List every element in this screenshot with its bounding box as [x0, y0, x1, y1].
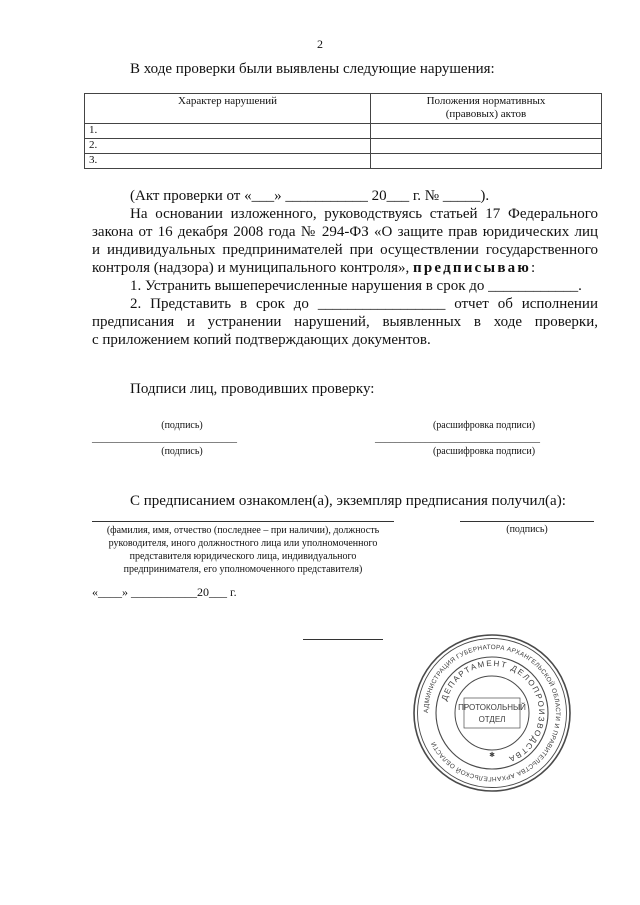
acknowledgement-signature-caption: (подпись): [506, 524, 548, 535]
table-cell: [371, 154, 602, 169]
acknowledgement-heading: С предписанием ознакомлен(а), экземпляр предписания получил(а):: [130, 493, 566, 509]
basis-line-4-colon: :: [530, 260, 536, 276]
seal-inner-ring: [455, 676, 529, 750]
seal-center-line-1: ПРОТОКОЛЬНЫЙ: [458, 703, 526, 712]
signature-caption-right-top: (расшифровка подписи): [432, 420, 536, 431]
table-row: [85, 139, 602, 154]
signature-line-right: _________________________________: [375, 433, 540, 444]
fio-caption: [84, 524, 402, 576]
official-seal: [412, 633, 572, 793]
signature-line-left: _____________________________: [92, 433, 237, 444]
item-2-line-1: 2. Представить в срок до _________________ отчет об исполнении: [130, 296, 598, 312]
seal-outer-text: АДМИНИСТРАЦИЯ ГУБЕРНАТОРА АРХАНГЕЛЬСКОЙ ОБЛАСТИ И ПРАВИТЕЛЬСТВА АРХАНГЕЛЬСКОЙ ОБЛАСТИ: [422, 643, 562, 783]
basis-line-4-text: контроля (надзора) и муниципального контроля»,: [92, 260, 410, 276]
item-1: 1. Устранить вышеперечисленные нарушения в срок до ____________.: [130, 278, 582, 294]
basis-line-2: закона от 16 декабря 2008 года № 294-ФЗ «О защите прав юридических лиц: [92, 224, 598, 240]
header-norms: Положения нормативных (правовых) актов: [371, 94, 602, 124]
item-2-line-2: предписания и устранении нарушений, выявленных в ходе проверки,: [92, 314, 598, 330]
page-number: 2: [317, 37, 323, 51]
basis-line-1: На основании изложенного, руководствуясь статьей 17 Федерального: [130, 206, 598, 222]
table-cell: 1.: [85, 124, 371, 139]
table-row: [85, 124, 602, 139]
basis-line-3: и индивидуальных предпринимателей при осуществлении государственного: [92, 242, 598, 258]
seal-center-line-2: ОТДЕЛ: [478, 715, 506, 724]
signature-caption-left-top: (подпись): [161, 420, 203, 431]
table-header-row: [85, 94, 602, 124]
fio-caption-line: (фамилия, имя, отчество (последнее – при наличии), должность: [106, 525, 380, 536]
header-nature: Характер нарушений: [85, 94, 371, 124]
basis-line-4: [92, 260, 535, 277]
short-rule: [303, 639, 383, 640]
seal-inner-text: ДЕПАРТАМЕНТ ДЕЛОПРОИЗВОДСТВА: [439, 658, 547, 765]
fio-caption-line: руководителя, иного должностного лица или уполномоченного: [108, 538, 378, 549]
act-reference: (Акт проверки от «___» ___________ 20___ г. № _____).: [130, 188, 490, 204]
acknowledgement-date: «____» ___________20___ г.: [92, 585, 237, 599]
fio-underline: [92, 521, 394, 522]
table-cell: 2.: [85, 139, 371, 154]
acknowledgement-signature-underline: [460, 521, 594, 522]
signatures-heading: Подписи лиц, проводивших проверку:: [130, 381, 375, 397]
signature-caption-right-bottom: (расшифровка подписи): [432, 446, 536, 457]
table-cell: [371, 124, 602, 139]
table-cell: 3.: [85, 154, 371, 169]
seal-outer-border: [414, 635, 570, 791]
violations-intro: В ходе проверки были выявлены следующие нарушения:: [130, 61, 495, 77]
prescribe-word: предписываю: [413, 260, 531, 276]
fio-caption-line: предпринимателя, его уполномоченного представителя): [123, 564, 363, 575]
violations-table: [84, 93, 602, 169]
table-cell: [371, 139, 602, 154]
table-row: [85, 154, 602, 169]
signature-caption-left-bottom: (подпись): [161, 446, 203, 457]
fio-caption-line: представителя юридического лица, индивидуального: [129, 551, 357, 562]
item-2-line-3: с приложением копий подтверждающих документов.: [92, 332, 431, 348]
seal-star-icon: ✱: [489, 751, 495, 759]
